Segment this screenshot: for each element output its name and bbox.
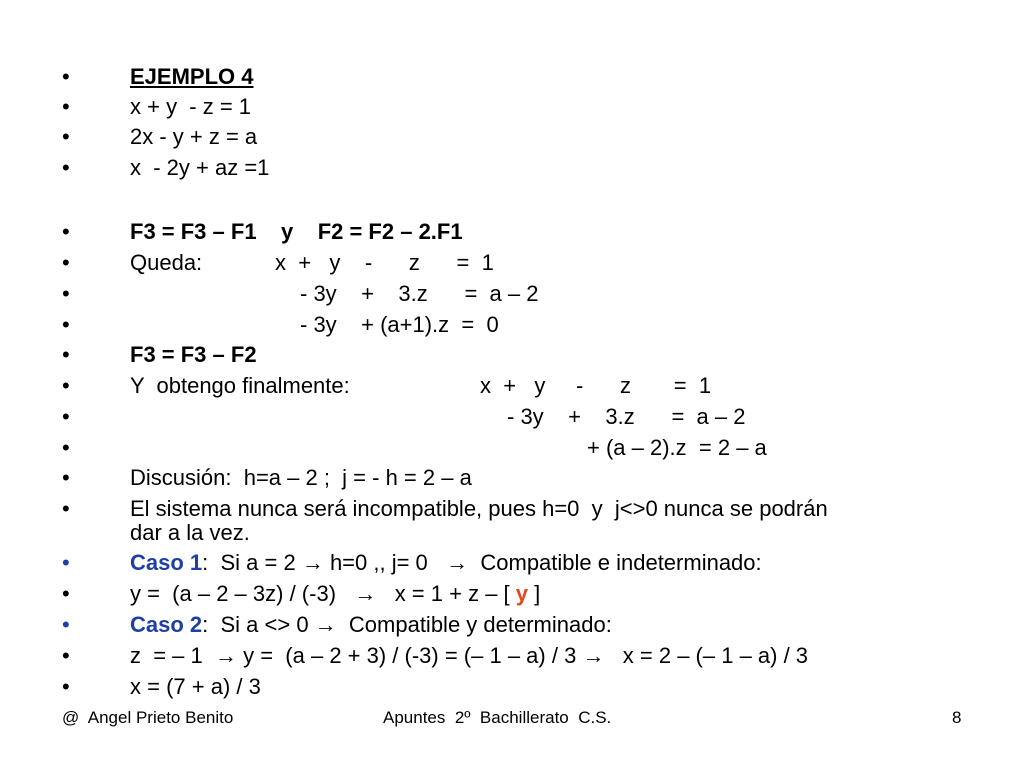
arrow-icon: → [215,643,237,668]
footer-course: Apuntes 2º Bachillerato C.S. [383,708,612,727]
bullet: • [62,64,70,89]
footer-author: @ Angel Prieto Benito [62,708,234,727]
bullet: • [62,435,70,460]
equation: x + y - z = 1 [275,250,494,275]
line-eq1 [0,94,1024,125]
line-caso2-solution [0,643,1024,674]
bullet: • [62,465,70,490]
bullet: • [62,342,70,367]
statement-continued: dar a la vez. [130,520,250,545]
arrow-icon: → [354,581,377,606]
row-operations: F3 = F3 – F1 y F2 = F2 – 2.F1 [130,219,463,244]
bullet: • [62,250,70,275]
case-1 [130,550,762,576]
solution-text: y = (a – 2 – 3z) / (-3) [130,581,355,606]
bullet: • [62,550,70,575]
arrow-icon: → [301,550,324,575]
equation: - 3y + (a+1).z = 0 [300,312,499,337]
line-caso1 [0,550,1024,581]
final-label: Y obtengo finalmente: [130,373,350,398]
equation: x + y - z = 1 [480,373,712,398]
line-eq3 [0,155,1024,186]
solution-text: z = – 1 [130,643,215,668]
line-final2 [0,404,1024,435]
footer-page-number: 8 [952,708,962,727]
line-final3 [0,435,1024,466]
arrow-icon: → [314,612,337,637]
bullet: • [62,581,70,606]
highlight-y: y [515,581,529,606]
line-final [0,373,1024,404]
equation: + (a – 2).z = 2 – a [587,435,767,460]
solution-text: y = (a – 2 + 3) / (-3) = (– 1 – a) / 3 [237,643,583,668]
solution-text: x = 1 + z – [ [376,581,516,606]
solution-text: x = 2 – (– 1 – a) / 3 [604,643,809,668]
arrow-icon: → [582,643,605,668]
discussion: Discusión: h=a – 2 ; j = - h = 2 – a [130,465,472,490]
line-ejemplo [0,64,1024,95]
line-eq2 [0,124,1024,155]
equation: 2x - y + z = a [130,124,258,149]
equation: x - 2y + az =1 [130,155,270,180]
line-discusion [0,465,1024,496]
solution-text: ] [528,581,541,606]
example-title: EJEMPLO 4 [130,64,254,89]
equation: - 3y + 3.z = a – 2 [507,404,746,429]
line-incompatible-cont [0,520,1024,551]
equation: - 3y + 3.z = a – 2 [300,281,539,306]
line-queda3 [0,312,1024,343]
case-text: : Si a = 2 [202,550,302,575]
row-operations: F3 = F3 – F2 [130,342,257,367]
queda-label: Queda: [130,250,203,275]
case-label: Caso 1 [130,550,203,575]
bullet: • [62,94,70,119]
case-text: Compatible y determinado: [336,612,612,637]
bullet: • [62,219,70,244]
result: x = (7 + a) / 3 [130,674,261,699]
bullet: • [62,674,70,699]
bullet: • [62,496,70,521]
bullet: • [62,155,70,180]
bullet: • [62,373,70,398]
equation: x + y - z = 1 [130,94,252,119]
solution [130,643,808,669]
case-2 [130,612,612,638]
case-label: Caso 2 [130,612,203,637]
line-queda2 [0,281,1024,312]
arrow-icon: → [446,550,469,575]
case-text: : Si a <> 0 [202,612,315,637]
line-caso1-solution [0,581,1024,612]
case-text: h=0 ,, j= 0 [323,550,447,575]
bullet: • [62,124,70,149]
bullet: • [62,643,70,668]
line-ops2 [0,342,1024,373]
bullet: • [62,404,70,429]
line-queda [0,250,1024,281]
statement: El sistema nunca será incompatible, pues h=0 y j<>0 nunca se podrán [130,496,828,521]
line-result [0,674,1024,705]
line-ops1 [0,219,1024,250]
bullet: • [62,281,70,306]
line-caso2 [0,612,1024,643]
bullet: • [62,312,70,337]
solution [130,581,540,607]
bullet: • [62,612,70,637]
case-text: Compatible e indeterminado: [468,550,762,575]
